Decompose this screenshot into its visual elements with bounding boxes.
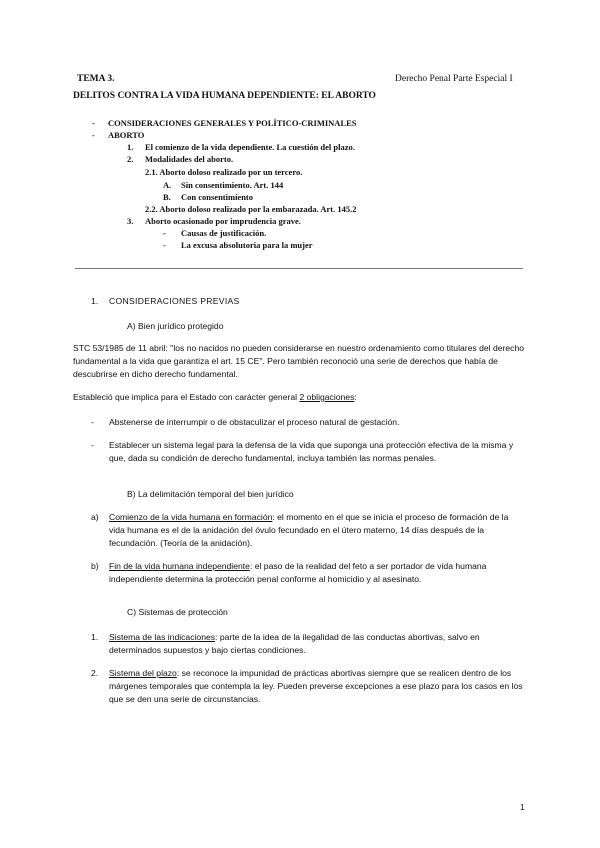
text: : el momento en el que se inicia el proceso de formación de la vida humana es el de la anidación del óvulo fecundado en el útero materno, 14 días después de la fecundación. (Teoría de la anidación). [109, 512, 509, 548]
divider [75, 268, 523, 269]
outline-item: La excusa absolutoria para la mujer [181, 240, 313, 250]
obligations-term: 2 obligaciones [299, 392, 355, 402]
outline-item: 2.2. Aborto doloso realizado por la embarazada. Art. 145.2 [145, 204, 357, 214]
outline-marker: 2. [127, 154, 134, 164]
list-marker: 2. [91, 668, 99, 678]
list-item: Establecer un sistema legal para la defensa de la vida que suponga una protección efectiva de la misma y que, dada su condición de derecho fundamental, incluya también las normas penales. [109, 440, 514, 463]
outline-item: Sin consentimiento. Art. 144 [181, 180, 284, 190]
page-number: 1 [520, 802, 525, 812]
list-item [109, 667, 525, 706]
outline-marker: - [163, 228, 166, 238]
term: Comienzo de la vida humana en formación [109, 512, 273, 522]
text: : el paso de la realidad del feto a ser portador de vida humana independiente determina la protección penal conforme al homicidio y al asesinato. [109, 561, 487, 584]
list-marker: - [91, 440, 94, 450]
outline-item: 2.1. Aborto doloso realizado por un tercero. [145, 167, 303, 177]
subheading-b: B) La delimitación temporal del bien jurídico [127, 489, 294, 499]
term: Fin de la vida humana independiente [109, 561, 250, 571]
list-item: Abstenerse de interrumpir o de obstaculizar el proceso natural de gestación. [109, 417, 400, 427]
outline-marker: 1. [127, 142, 134, 152]
outline-marker: - [163, 240, 166, 250]
list-marker: b) [91, 561, 99, 571]
course-title: Derecho Penal Parte Especial I [395, 74, 513, 84]
text: : [354, 392, 357, 402]
stc-paragraph: STC 53/1985 de 11 abril: "los no nacidos no pueden considerarse en nuestro ordenamiento como titulares del derecho fundamental a la vida que garantiza el art. 15 CE". Pero también reconoció una serie de derechos que había de descubrirse en dicho derecho fundamental. [73, 343, 525, 379]
list-item [109, 511, 525, 550]
outline-marker: - [92, 118, 95, 128]
outline-item: Causas de justificación. [181, 228, 267, 238]
text: : parte de la idea de la ilegalidad de las conductas abortivas, salvo en determinados supuestos y bajo ciertas condiciones. [109, 632, 480, 655]
outline-marker: - [92, 130, 95, 140]
tema-label: TEMA 3. [77, 74, 115, 84]
list-item [109, 631, 525, 657]
text: Estableció que implica para el Estado con carácter general [73, 392, 300, 402]
section-number: 1. [91, 296, 99, 306]
section-title: CONSIDERACIONES PREVIAS [109, 296, 240, 306]
term: Sistema del plazo [109, 668, 177, 678]
list-marker: - [91, 417, 94, 427]
outline-item: ABORTO [108, 130, 145, 140]
list-marker: a) [91, 512, 99, 522]
subheading-a: A) Bien jurídico protegido [127, 321, 224, 331]
term: Sistema de las indicaciones [109, 632, 216, 642]
list-item [109, 560, 525, 586]
text: : se reconoce la impunidad de prácticas abortivas siempre que se realicen dentro de los márgenes temporales que contempla la ley. Pueden preverse excepciones a ese plazo para los casos en los que se den una serie de circunstancias. [109, 668, 523, 704]
subheading-c: C) Sistemas de protección [127, 607, 228, 617]
outline-item: El comienzo de la vida dependiente. La cuestión del plazo. [145, 142, 355, 152]
outline-marker: 3. [127, 216, 134, 226]
outline-item: Con consentimiento [181, 192, 254, 202]
outline-marker: A. [163, 180, 172, 190]
outline-marker: B. [163, 192, 171, 202]
outline-item: Aborto ocasionado por imprudencia grave. [145, 216, 301, 226]
obligations-intro [73, 391, 525, 404]
outline-item: Modalidades del aborto. [145, 154, 234, 164]
page-title: DELITOS CONTRA LA VIDA HUMANA DEPENDIENTE: EL ABORTO [73, 91, 376, 101]
outline-item: CONSIDERACIONES GENERALES Y POLÍTICO-CRIMINALES [108, 118, 357, 128]
list-marker: 1. [91, 632, 99, 642]
